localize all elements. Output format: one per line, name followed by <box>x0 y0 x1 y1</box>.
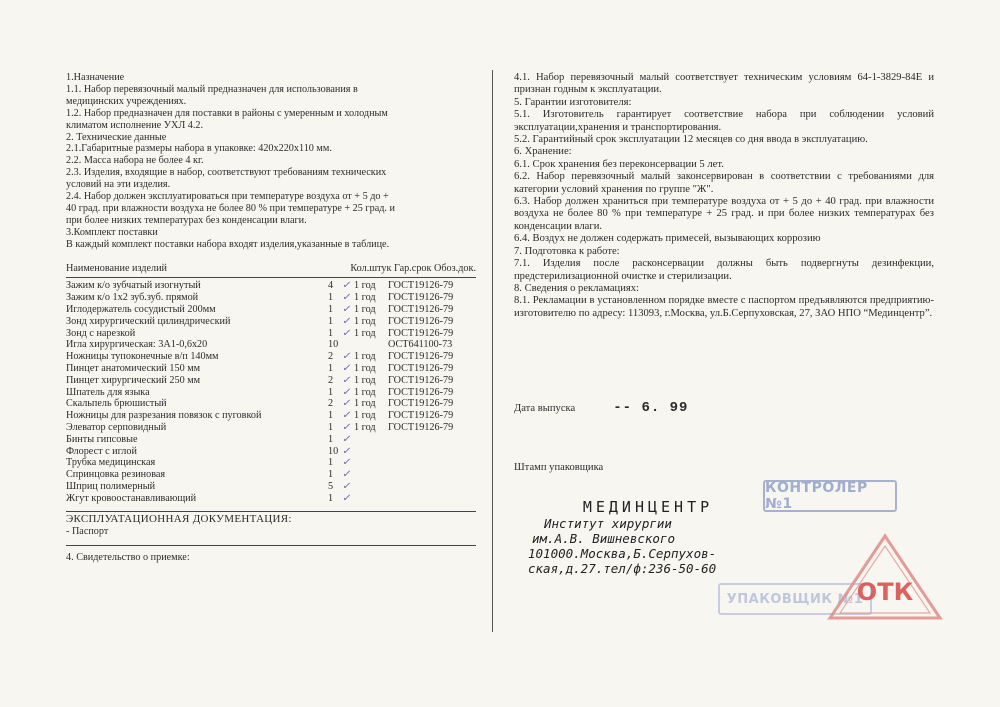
table-row <box>66 410 476 422</box>
release-date-row <box>514 400 688 416</box>
table-row <box>66 281 476 293</box>
item-qty: 1 <box>328 433 334 445</box>
item-qty: 1 <box>328 492 334 504</box>
item-warranty: 1 год <box>354 363 376 375</box>
item-qty: 1 <box>328 327 334 339</box>
item-qty: 2 <box>328 351 334 363</box>
item-name: Спринцовка резиновая <box>66 469 166 481</box>
text-line: 4.1. Набор перевязочный малый соответствует техническим условиям 64-1-3829-84Е и признан годным к эксплуатации. <box>514 72 934 96</box>
table-row <box>66 446 476 458</box>
item-name: Игла хирургическая: 3А1-0,6х20 <box>66 339 208 351</box>
item-standard: ОСТ641100-73 <box>388 339 453 351</box>
table-row <box>66 434 476 446</box>
item-warranty: 1 год <box>354 374 376 386</box>
item-qty: 1 <box>328 304 334 316</box>
text-line: 1.2. Набор предназначен для поставки в районы с умеренным и холодным <box>66 107 388 119</box>
item-qty: 1 <box>328 422 334 434</box>
text-line: 5.2. Гарантийный срок эксплуатации 12 месяцев со дня ввода в эксплуатацию. <box>514 134 868 146</box>
item-standard: ГОСТ19126-79 <box>388 280 454 292</box>
section-6-title: 6. Хранение: <box>514 146 572 158</box>
right-column <box>514 72 934 320</box>
item-standard: ГОСТ19126-79 <box>388 374 454 386</box>
item-warranty: 1 год <box>354 386 376 398</box>
left-column <box>66 72 476 564</box>
item-name: Пинцет хирургический 250 мм <box>66 374 201 386</box>
item-name: Флорест с иглой <box>66 445 137 457</box>
text-line: 6.2. Набор перевязочный малый законсервирован в соответствии с требованиями для категории условий хранения по группе "Ж". <box>514 171 934 195</box>
stamp-line-4: 101000.Москва,Б.Серпухов- <box>528 546 717 561</box>
check-mark: ✓ <box>342 304 351 316</box>
item-warranty: 1 год <box>354 280 376 292</box>
text-line: при более низких температурах без конденсации влаги. <box>66 214 307 226</box>
item-name: Зажим к/о зубчатый изогнутый <box>66 280 201 292</box>
item-qty: 1 <box>328 410 334 422</box>
release-date-value: -- 6. 99 <box>613 400 689 416</box>
item-qty: 1 <box>328 292 334 304</box>
item-warranty: 1 год <box>354 315 376 327</box>
check-mark: ✓ <box>342 469 351 481</box>
item-standard: ГОСТ19126-79 <box>388 315 454 327</box>
table-row <box>66 422 476 434</box>
check-mark: ✓ <box>342 351 351 363</box>
item-name: Зонд хирургический цилиндрический <box>66 315 231 327</box>
section-2-title: 2. Технические данные <box>66 131 167 143</box>
text-line: 6.1. Срок хранения без переконсервации 5 лет. <box>514 158 724 170</box>
item-qty: 4 <box>328 280 334 292</box>
check-mark: ✓ <box>342 292 351 304</box>
item-name: Ножницы для разрезания повязок с пуговкой <box>66 410 262 422</box>
table-bottom-rule <box>66 511 476 512</box>
text-line: 6.4. Воздух не должен содержать примесей, вызывающих коррозию <box>514 233 821 245</box>
item-standard: ГОСТ19126-79 <box>388 351 454 363</box>
packer-stamp: УПАКОВЩИК №1 <box>718 583 872 615</box>
table-row <box>66 304 476 316</box>
table-row <box>66 375 476 387</box>
column-divider <box>492 70 493 632</box>
medincentr-stamp <box>530 498 760 576</box>
text-line: 1.1. Набор перевязочный малый предназначен для использования в <box>66 83 358 95</box>
item-standard: ГОСТ19126-79 <box>388 398 454 410</box>
stamp-line-1: МЕДИНЦЕНТР <box>582 498 714 516</box>
item-qty: 5 <box>328 481 334 492</box>
item-name: Трубка медицинская <box>66 457 156 469</box>
otk-triangle-stamp <box>826 532 944 622</box>
packer-stamp-label: Штамп упаковщика <box>514 462 604 473</box>
check-mark: ✓ <box>342 363 351 375</box>
item-name: Шприц полимерный <box>66 481 156 492</box>
item-warranty: 1 год <box>354 351 376 363</box>
item-qty: 1 <box>328 363 334 375</box>
stamp-line-3: им.А.В. Вишневского <box>532 531 675 546</box>
check-mark: ✓ <box>342 327 351 339</box>
controller-stamp: КОНТРОЛЕР №1 <box>763 480 897 512</box>
check-mark: ✓ <box>342 280 351 292</box>
acceptance-title: 4. Свидетельство о приемке: <box>66 552 190 564</box>
item-warranty: 1 год <box>354 422 376 434</box>
check-mark: ✓ <box>342 410 351 422</box>
table-row <box>66 469 476 481</box>
otk-triangle-icon <box>826 532 944 622</box>
item-qty: 1 <box>328 457 334 469</box>
table-header-rest: Кол.штук Гар.срок Обоз.док. <box>350 262 476 274</box>
text-line: 2.1.Габаритные размеры набора в упаковке: 420х220х110 мм. <box>66 143 332 155</box>
item-standard: ГОСТ19126-79 <box>388 327 454 339</box>
item-qty: 2 <box>328 398 334 410</box>
text-line: медицинских учреждениях. <box>66 95 187 107</box>
item-standard: ГОСТ19126-79 <box>388 386 454 398</box>
item-name: Иглодержатель сосудистый 200мм <box>66 304 216 316</box>
text-line: 40 град. при влажности воздуха не более 80 % при температуре + 25 град. и <box>66 202 395 214</box>
item-warranty: 1 год <box>354 398 376 410</box>
item-name: Элеватор серповидный <box>66 422 167 434</box>
section-3-title: 3.Комплект поставки <box>66 226 158 238</box>
item-standard: ГОСТ19126-79 <box>388 304 454 316</box>
stamp-line-5: ская,д.27.тел/ф:236-50-60 <box>528 561 717 576</box>
items-table <box>66 281 476 505</box>
item-qty: 1 <box>328 315 334 327</box>
item-qty: 2 <box>328 374 334 386</box>
item-name: Зажим к/о 1х2 зуб.зуб. прямой <box>66 292 199 304</box>
text-line: условий на эти изделия. <box>66 179 171 191</box>
text-line: 5.1. Изготовитель гарантирует соответствие набора при соблюдении условий эксплуатации,хранения и транспортирования. <box>514 109 934 133</box>
table-row <box>66 328 476 340</box>
item-warranty: 1 год <box>354 327 376 339</box>
item-qty: 10 <box>328 445 339 457</box>
text-line: 2.2. Масса набора не более 4 кг. <box>66 155 204 167</box>
text-line: В каждый комплект поставки набора входят изделия,указанные в таблице. <box>66 238 390 250</box>
item-name: Бинты гипсовые <box>66 433 138 445</box>
table-row <box>66 398 476 410</box>
otk-text: ОТК <box>856 578 914 606</box>
item-name: Зонд с нарезкой <box>66 327 136 339</box>
table-row <box>66 493 476 505</box>
text-line: 2.3. Изделия, входящие в набор, соответствуют требованиям технических <box>66 167 387 179</box>
item-qty: 1 <box>328 386 334 398</box>
item-warranty: 1 год <box>354 292 376 304</box>
text-line: 2.4. Набор должен эксплуатироваться при температуре воздуха от + 5 до + <box>66 191 389 203</box>
item-standard: ГОСТ19126-79 <box>388 292 454 304</box>
item-name: Жгут кровоостанавливающий <box>66 492 197 504</box>
ops-rule <box>66 545 476 546</box>
item-qty: 10 <box>328 339 339 351</box>
table-row <box>66 363 476 375</box>
section-1-title: 1.Назначение <box>66 72 125 83</box>
table-header <box>66 263 476 278</box>
stamp-line-2: Институт хирургии <box>544 516 672 531</box>
check-mark: ✓ <box>342 374 351 386</box>
text-line: климатом исполнение УХЛ 4.2. <box>66 119 204 131</box>
item-warranty: 1 год <box>354 304 376 316</box>
item-qty: 1 <box>328 469 334 481</box>
check-mark: ✓ <box>342 481 351 492</box>
table-row <box>66 292 476 304</box>
check-mark: ✓ <box>342 398 351 410</box>
table-row <box>66 387 476 399</box>
section-7-title: 7. Подготовка к работе: <box>514 245 620 257</box>
table-row <box>66 457 476 469</box>
item-name: Пинцет анатомический 150 мм <box>66 363 201 375</box>
item-name: Скальпель брюшистый <box>66 398 167 410</box>
table-row <box>66 351 476 363</box>
check-mark: ✓ <box>342 422 351 434</box>
item-warranty: 1 год <box>354 410 376 422</box>
ops-docs-title: ЭКСПЛУАТАЦИОННАЯ ДОКУМЕНТАЦИЯ: <box>66 513 292 525</box>
check-mark: ✓ <box>342 457 351 469</box>
check-mark: ✓ <box>342 386 351 398</box>
release-date-label: Дата выпуска <box>514 402 576 414</box>
text-line: 8.1. Рекламации в установленном порядке вместе с паспортом предъявляются предприятию-изготовителю по адресу: 113093, г.Москва, ул.Б.Серпуховская, 27, ЗАО НПО “Мединцентр”. <box>514 295 934 319</box>
table-row <box>66 316 476 328</box>
table-header-name: Наименование изделий <box>66 262 167 274</box>
section-8-title: 8. Сведения о рекламациях: <box>514 282 639 294</box>
item-standard: ГОСТ19126-79 <box>388 422 454 434</box>
check-mark: ✓ <box>342 445 351 457</box>
check-mark: ✓ <box>342 315 351 327</box>
text-line: 7.1. Изделия после расконсервации должны быть подвергнуты дезинфекции, предстерилизационной очистке и стерилизации. <box>514 258 934 282</box>
section-5-title: 5. Гарантии изготовителя: <box>514 96 632 108</box>
item-name: Шпатель для языка <box>66 386 150 398</box>
item-name: Ножницы тупоконечные в/п 140мм <box>66 351 219 363</box>
ops-docs-item: - Паспорт <box>66 525 109 537</box>
check-mark: ✓ <box>342 492 351 504</box>
table-row <box>66 481 476 493</box>
text-line: 6.3. Набор должен храниться при температуре воздуха от + 5 до + 40 град. при влажности воздуха не более 80 % при температуре + 25 град. и при более низких температурах без конденсации влаги. <box>514 196 934 232</box>
check-mark: ✓ <box>342 433 351 445</box>
item-standard: ГОСТ19126-79 <box>388 363 454 375</box>
item-standard: ГОСТ19126-79 <box>388 410 454 422</box>
table-row <box>66 339 476 351</box>
